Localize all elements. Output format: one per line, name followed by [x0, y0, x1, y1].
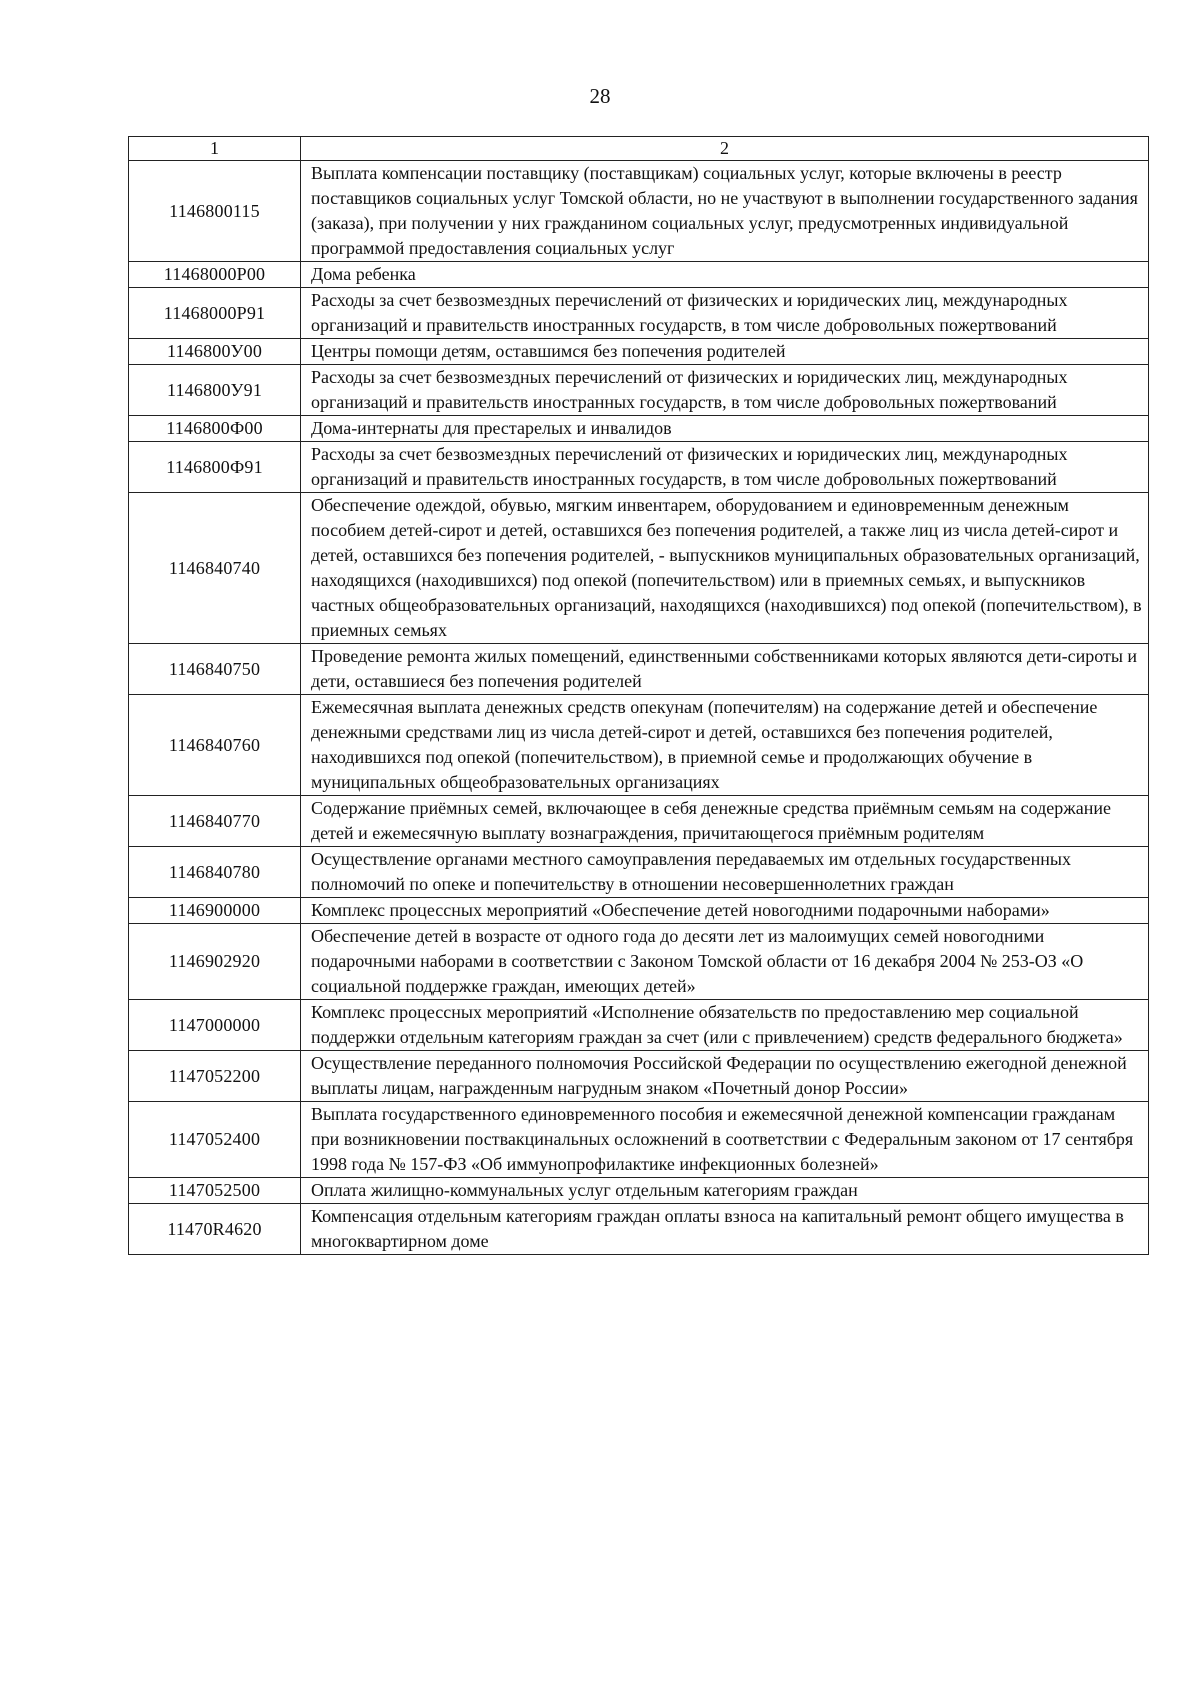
row-description: Выплата государственного единовременного пособия и ежемесячной денежной компенсации гражданам при возникновении поствакцинальных осложнений в соответствии с Федеральным законом от 17 сентября 1998 года № 157-ФЗ «Об иммунопрофилактике инфекционных болезней» [301, 1102, 1149, 1178]
table-row [129, 796, 1149, 847]
row-description: Осуществление органами местного самоуправления передаваемых им отдельных государственных полномочий по опеке и попечительству в отношении несовершеннолетних граждан [301, 847, 1149, 898]
row-code: 11468000Р00 [129, 262, 301, 288]
row-code: 1146800У91 [129, 365, 301, 416]
row-code: 1146840760 [129, 695, 301, 796]
row-code: 1146800Ф00 [129, 416, 301, 442]
table-row [129, 161, 1149, 262]
row-code: 11470R4620 [129, 1204, 301, 1255]
row-code: 1146840780 [129, 847, 301, 898]
table-row [129, 644, 1149, 695]
table-row [129, 924, 1149, 1000]
row-description: Расходы за счет безвозмездных перечислений от физических и юридических лиц, международных организаций и правительств иностранных государств, в том числе добровольных пожертвований [301, 442, 1149, 493]
row-code: 1146840770 [129, 796, 301, 847]
row-code: 11468000Р91 [129, 288, 301, 339]
row-code: 1147000000 [129, 1000, 301, 1051]
row-code: 1147052400 [129, 1102, 301, 1178]
table-row [129, 339, 1149, 365]
row-description: Комплекс процессных мероприятий «Обеспечение детей новогодними подарочными наборами» [301, 898, 1149, 924]
row-code: 1146840740 [129, 493, 301, 644]
row-code: 1146800У00 [129, 339, 301, 365]
row-description: Проведение ремонта жилых помещений, единственными собственниками которых являются дети-сироты и дети, оставшиеся без попечения родителей [301, 644, 1149, 695]
row-description: Расходы за счет безвозмездных перечислений от физических и юридических лиц, международных организаций и правительств иностранных государств, в том числе добровольных пожертвований [301, 288, 1149, 339]
row-description: Ежемесячная выплата денежных средств опекунам (попечителям) на содержание детей и обеспечение денежными средствами лиц из числа детей-сирот и детей, оставшихся без попечения родителей, находившихся под опекой (попечительством), в приемной семье и продолжающих обучение в муниципальных общеобразовательных организациях [301, 695, 1149, 796]
row-description: Компенсация отдельным категориям граждан оплаты взноса на капитальный ремонт общего имущества в многоквартирном доме [301, 1204, 1149, 1255]
table-header-row [129, 137, 1149, 161]
row-description: Дома ребенка [301, 262, 1149, 288]
table-row [129, 288, 1149, 339]
row-code: 1146800115 [129, 161, 301, 262]
row-code: 1147052200 [129, 1051, 301, 1102]
table-row [129, 493, 1149, 644]
column-header-code: 1 [129, 137, 301, 161]
table-row [129, 416, 1149, 442]
table-row [129, 442, 1149, 493]
table-row [129, 847, 1149, 898]
table-row [129, 898, 1149, 924]
table-row [129, 1051, 1149, 1102]
row-description: Обеспечение детей в возрасте от одного года до десяти лет из малоимущих семей новогодними подарочными наборами в соответствии с Законом Томской области от 16 декабря 2004 № 253-ОЗ «О социальной поддержке граждан, имеющих детей» [301, 924, 1149, 1000]
table-row [129, 1204, 1149, 1255]
row-description: Расходы за счет безвозмездных перечислений от физических и юридических лиц, международных организаций и правительств иностранных государств, в том числе добровольных пожертвований [301, 365, 1149, 416]
table-row [129, 365, 1149, 416]
row-description: Обеспечение одеждой, обувью, мягким инвентарем, оборудованием и единовременным денежным пособием детей-сирот и детей, оставшихся без попечения родителей, а также лиц из числа детей-сирот и детей, оставшихся без попечения родителей, - выпускников муниципальных образовательных организаций, находящихся (находившихся) под опекой (попечительством) или в приемных семьях, и выпускников частных общеобразовательных организаций, находящихся (находившихся) под опекой (попечительством), в приемных семьях [301, 493, 1149, 644]
column-header-description: 2 [301, 137, 1149, 161]
page-number: 28 [589, 84, 611, 108]
row-code: 1146840750 [129, 644, 301, 695]
budget-codes-table [128, 136, 1149, 1255]
row-code: 1146900000 [129, 898, 301, 924]
row-description: Центры помощи детям, оставшимся без попечения родителей [301, 339, 1149, 365]
row-description: Комплекс процессных мероприятий «Исполнение обязательств по предоставлению мер социальной поддержки отдельным категориям граждан за счет (или с привлечением) средств федерального бюджета» [301, 1000, 1149, 1051]
table-row [129, 695, 1149, 796]
row-description: Содержание приёмных семей, включающее в себя денежные средства приёмным семьям на содержание детей и ежемесячную выплату вознаграждения, причитающегося приёмным родителям [301, 796, 1149, 847]
row-description: Оплата жилищно-коммунальных услуг отдельным категориям граждан [301, 1178, 1149, 1204]
row-code: 1146902920 [129, 924, 301, 1000]
row-description: Осуществление переданного полномочия Российской Федерации по осуществлению ежегодной денежной выплаты лицам, награжденным нагрудным знаком «Почетный донор России» [301, 1051, 1149, 1102]
row-description: Дома-интернаты для престарелых и инвалидов [301, 416, 1149, 442]
table-row [129, 1102, 1149, 1178]
table-row [129, 1000, 1149, 1051]
row-code: 1147052500 [129, 1178, 301, 1204]
table-row [129, 262, 1149, 288]
table-row [129, 1178, 1149, 1204]
row-code: 1146800Ф91 [129, 442, 301, 493]
row-description: Выплата компенсации поставщику (поставщикам) социальных услуг, которые включены в реестр поставщиков социальных услуг Томской области, но не участвуют в выполнении государственного задания (заказа), при получении у них гражданином социальных услуг, предусмотренных индивидуальной программой предоставления социальных услуг [301, 161, 1149, 262]
